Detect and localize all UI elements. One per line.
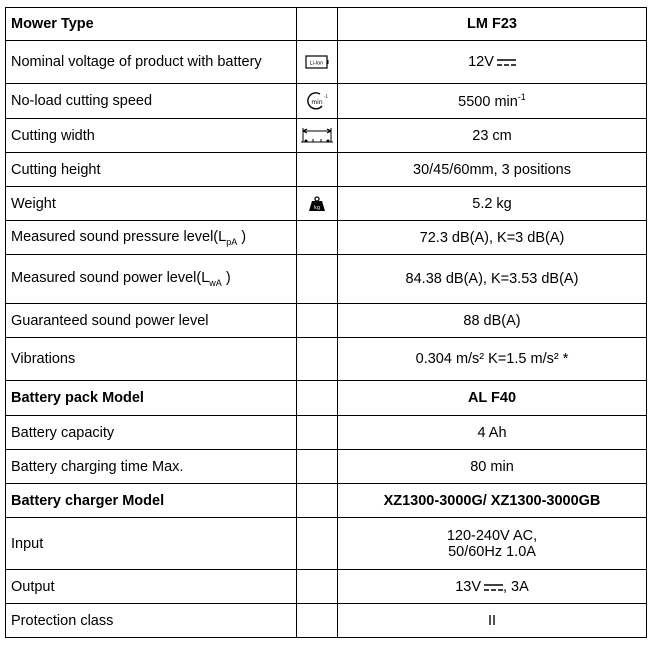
spec-value-line: 50/60Hz 1.0A: [448, 543, 536, 560]
spec-icon-cell: [297, 570, 338, 604]
spec-icon-cell: [297, 304, 338, 338]
spec-label-text: Battery capacity: [11, 424, 115, 441]
spec-value-text: 5500 min: [458, 94, 518, 110]
spec-label: [6, 416, 297, 450]
spec-label: [6, 604, 297, 638]
spec-table: [5, 7, 647, 638]
spec-value: [338, 416, 647, 450]
spec-label: [6, 255, 297, 304]
spec-label-text: Battery pack Model: [11, 390, 144, 406]
svg-text:min: min: [311, 99, 323, 106]
width-icon: [297, 127, 337, 145]
spec-row-guaranteed-sound: [6, 304, 647, 338]
spec-icon-cell: [297, 119, 338, 153]
spec-row-mower-type: [6, 8, 647, 41]
spec-value-tail: , 3A: [503, 578, 529, 595]
spec-row-protection-class: [6, 604, 647, 638]
spec-icon-cell: [297, 255, 338, 304]
spec-value: [338, 518, 647, 570]
spec-label-text: Input: [11, 535, 44, 552]
spec-label-text: Nominal voltage of product with battery: [11, 54, 262, 70]
spec-label: [6, 484, 297, 518]
spec-label: [6, 187, 297, 221]
spec-icon-cell: [297, 8, 338, 41]
spec-icon-cell: [297, 41, 338, 84]
spec-label: [6, 450, 297, 484]
spec-label-text: Output: [11, 578, 55, 595]
spec-label: [6, 570, 297, 604]
spec-icon-cell: [297, 416, 338, 450]
spec-label-text: Vibrations: [11, 351, 76, 367]
spec-label: [6, 8, 297, 41]
spec-row-charging-time: [6, 450, 647, 484]
spec-label: [6, 304, 297, 338]
spec-value-text: 0.304 m/s² K=1.5 m/s² *: [415, 351, 569, 367]
spec-label-text: Battery charging time Max.: [11, 458, 184, 475]
spec-value-text: 5.2 kg: [472, 195, 512, 212]
spec-icon-cell: [297, 187, 338, 221]
spec-row-vibrations: [6, 338, 647, 381]
spec-value-text: 23 cm: [472, 127, 512, 144]
spec-icon-cell: [297, 381, 338, 416]
spec-icon-cell: [297, 221, 338, 255]
spec-value-text: 4 Ah: [477, 424, 507, 441]
spec-row-battery-model: [6, 381, 647, 416]
spec-row-sound-power: [6, 255, 647, 304]
spec-value: [338, 119, 647, 153]
spec-value-text: 88 dB(A): [463, 312, 521, 329]
spec-label: [6, 119, 297, 153]
spec-value-text: 13V: [455, 578, 481, 595]
spec-value: [338, 8, 647, 41]
spec-label-text: Protection class: [11, 612, 114, 629]
weight-icon: [297, 196, 337, 212]
spec-label-text: No-load cutting speed: [11, 93, 153, 109]
spec-label: [6, 381, 297, 416]
spec-value: [338, 255, 647, 304]
spec-value-text: AL F40: [467, 390, 517, 406]
spec-label-text: Measured sound pressure level(L: [11, 228, 227, 245]
spec-label: [6, 518, 297, 570]
speed-icon: [297, 91, 337, 111]
spec-label-text: Battery charger Model: [11, 492, 165, 509]
spec-label-text: Measured sound power level(L: [11, 270, 210, 286]
spec-icon-cell: [297, 604, 338, 638]
spec-label: [6, 338, 297, 381]
dc-symbol-icon: [484, 583, 503, 592]
spec-row-cutting-height: [6, 153, 647, 187]
spec-icon-cell: [297, 153, 338, 187]
spec-value: [338, 84, 647, 119]
spec-row-sound-pressure: [6, 221, 647, 255]
spec-label: [6, 221, 297, 255]
spec-value-text: 30/45/60mm, 3 positions: [413, 161, 571, 178]
spec-label-subscript: wA: [209, 278, 222, 288]
dc-symbol-icon: [497, 58, 516, 67]
spec-icon-cell: [297, 484, 338, 518]
spec-value: [338, 41, 647, 84]
spec-row-battery-capacity: [6, 416, 647, 450]
spec-label-text: Cutting width: [11, 127, 95, 144]
spec-label: [6, 41, 297, 84]
spec-value-text: 84.38 dB(A), K=3.53 dB(A): [405, 271, 579, 287]
spec-value-text: LM F23: [467, 16, 517, 32]
spec-row-charger-model: [6, 484, 647, 518]
spec-label-tail: ): [221, 270, 231, 286]
spec-value: [338, 153, 647, 187]
spec-value-line: 120-240V AC,: [446, 527, 538, 544]
spec-value-text: 72.3 dB(A), K=3 dB(A): [419, 229, 565, 246]
spec-icon-cell: [297, 450, 338, 484]
spec-value: [338, 338, 647, 381]
spec-row-weight: [6, 187, 647, 221]
spec-label-text: Weight: [11, 195, 56, 212]
svg-text:Li-Ion: Li-Ion: [309, 60, 324, 67]
spec-value: [338, 484, 647, 518]
spec-row-output: [6, 570, 647, 604]
spec-value: [338, 304, 647, 338]
spec-value: [338, 187, 647, 221]
spec-value: [338, 604, 647, 638]
spec-value-superscript: -1: [517, 92, 526, 102]
spec-value-text: II: [487, 612, 497, 629]
spec-icon-cell: [297, 518, 338, 570]
spec-row-no-load-speed: [6, 84, 647, 119]
spec-value: [338, 570, 647, 604]
spec-icon-cell: [297, 338, 338, 381]
spec-value: [338, 221, 647, 255]
battery-icon: [297, 54, 337, 70]
spec-value: [338, 450, 647, 484]
spec-label-text: Cutting height: [11, 161, 101, 178]
spec-label: [6, 153, 297, 187]
spec-value: [338, 381, 647, 416]
spec-value-text: 80 min: [470, 458, 514, 475]
spec-label-subscript: pA: [226, 236, 238, 247]
spec-label-text: Guaranteed sound power level: [11, 312, 209, 329]
svg-text:kg: kg: [313, 204, 321, 211]
spec-value-text: XZ1300-3000G/ XZ1300-3000GB: [383, 492, 601, 509]
spec-label-tail: ): [237, 228, 247, 245]
svg-text:-1: -1: [324, 94, 328, 99]
spec-row-cutting-width: [6, 119, 647, 153]
spec-row-input: [6, 518, 647, 570]
spec-value-text: 12V: [468, 54, 494, 70]
spec-icon-cell: [297, 84, 338, 119]
spec-row-nominal-voltage: [6, 41, 647, 84]
spec-label: [6, 84, 297, 119]
spec-label-text: Mower Type: [11, 16, 94, 32]
